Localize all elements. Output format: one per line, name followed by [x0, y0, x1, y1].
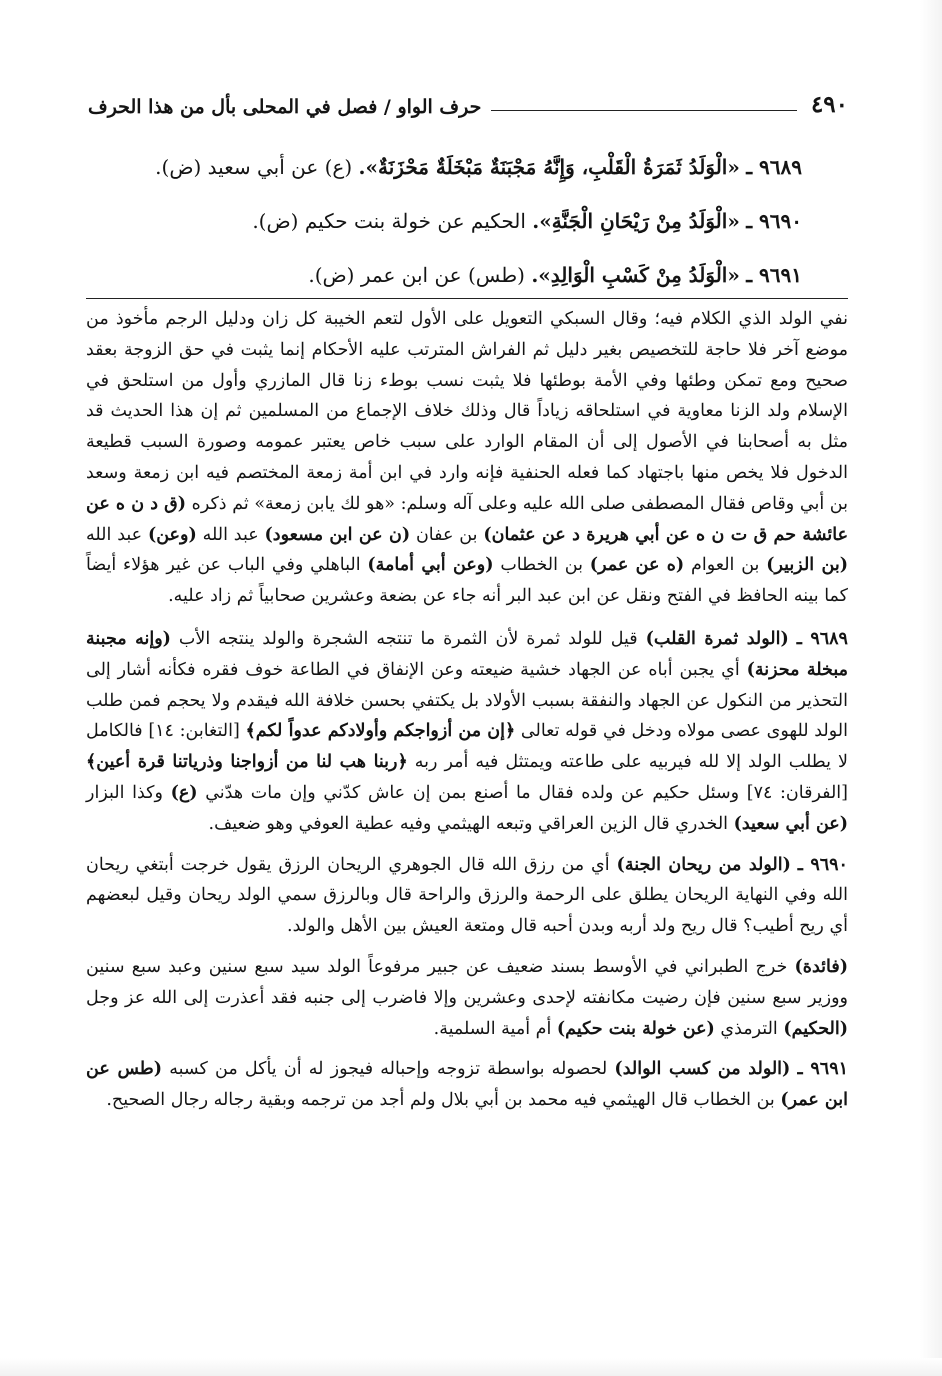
hadith-number: ٩٦٩٠ ـ	[746, 209, 802, 233]
running-title: حرف الواو / فصل في المحلى بأل من هذا الحرف	[88, 96, 482, 118]
text-run: عبد الله	[86, 524, 148, 545]
page-header	[88, 82, 848, 118]
quoted-phrase: (الولد من كسب الوالد)	[614, 1059, 791, 1080]
commentary-paragraph-9689	[86, 624, 848, 840]
text-run: أم أمية السلمية.	[433, 1018, 557, 1039]
hadith-text: «الْوَلَدُ مِنْ رَيْحَانِ الْجَنَّةِ».	[532, 209, 740, 233]
source-citation: (الحكيم)	[783, 1018, 848, 1039]
text-run: الخدري قال الزين العراقي وتبعه الهيثمي وفيه عطية العوفي وهو ضعيف.	[208, 813, 734, 834]
text-run: خرج الطبراني في الأوسط بسند ضعيف عن جبير مرفوعاً الولد سيد سبع سنين وعبد سبع سنين ووزير سبع سنين فإن رضيت مكانفته لإحدى وعشرين وإلا فاضرب إلى جنبه فقد أعذرت إلى الله عز وجل	[86, 956, 848, 1008]
source-citation: (بن الزبير)	[766, 555, 848, 576]
hadith-item	[90, 248, 802, 302]
scan-bottom-shadow	[0, 1358, 942, 1376]
quoted-phrase: (الولد ثمرة القلب)	[645, 628, 789, 649]
commentary	[86, 304, 848, 1126]
text-run: قيل للولد ثمرة لأن الثمرة ما تنتجه الشجرة والولد ينتجه الأب	[170, 628, 646, 649]
hadith-list	[90, 140, 802, 302]
text-run: بن الخطاب	[493, 555, 590, 576]
hadith-text: «الْوَلَدُ مِنْ كَسْبِ الْوَالِدِ».	[531, 263, 740, 287]
source-citation: (وعن أبي أمامة)	[367, 555, 494, 576]
note-label: (فائدة)	[794, 956, 848, 977]
text-run: عبد الله	[196, 524, 265, 545]
page-number: ٤٩٠	[810, 91, 848, 118]
commentary-paragraph-9690	[86, 850, 848, 942]
commentary-paragraph-continuation	[86, 304, 848, 612]
hadith-source: الحكيم عن خولة بنت حكيم (ض).	[252, 209, 526, 233]
text-run: [الفرقان: ٧٤] وسئل حكيم عن ولده فقال ما أصنع بمن إن عاش كدّني وإن مات هدّني	[197, 782, 848, 803]
header-rule	[491, 110, 797, 111]
quoted-phrase: (الولد من ريحان الجنة)	[616, 854, 791, 875]
section-divider	[86, 298, 848, 299]
source-citation: (وعن)	[147, 524, 197, 545]
paragraph-number: ٩٦٩٠ ـ	[797, 854, 848, 875]
paragraph-number: ٩٦٩١ ـ	[797, 1059, 849, 1080]
text-run: لحصوله بواسطة تزوجه وإحباله فيجوز له أن يأكل من كسبه	[162, 1059, 615, 1080]
text-run: [التغابن: ١٤] فالكامل لا يطلب الولد إلا لله فيربيه على طاعته ويمتثل فيه أمر ربه	[86, 721, 848, 773]
quran-verse: ﴿إن من أزواجكم وأولادكم عدواً لكم﴾	[245, 721, 516, 742]
source-citation: (ه عن عمر)	[589, 555, 685, 576]
text-run: وكذا البزار	[86, 782, 171, 803]
text-run: نفي الولد الذي الكلام فيه؛ وقال السبكي التعويل على الأول لتعم الخيبة كل زان ودليل الرجم مأخوذ من موضع آخر فلا حاجة للتخصيص بغير دليل ثم الفراش المترتب عليه الأحكام إنما يثبت في حق الزوجة بعقد صحيح ومع تمكن وطئها وفي الأمة بوطئها فلا يثبت نسب بوطء زنا قال المازري وأول من استلحق في الإسلام ولد الزنا معاوية في استلحاقه زياداً قال وذلك خلاف الإجماع من المسلمين ثم إن هذا الحديث قد مثل به أصحابنا في الأصول إلى أن المقام الوارد على سبب خاص يعتبر عمومه وصورة السبب قطيعة الدخول فلا يخص منها باجتهاد كما فعله الحنفية فإنه وارد في ابن أمة زمعة المختصم فيه ابن زمعة وسعد بن أبي وقاص فقال المصطفى صلى الله عليه وعلى آله وسلم: «هو لك يابن زمعة» ثم ذكره	[86, 309, 848, 514]
source-citation: (ع)	[170, 782, 198, 803]
source-citation: (ق د ن ه عن عائشة حم ق ت ن ه عن أبي هريرة د عن عثمان)	[86, 493, 849, 545]
hadith-number: ٩٦٨٩ ـ	[746, 155, 802, 179]
hadith-source: (ع) عن أبي سعيد (ض).	[155, 155, 353, 179]
hadith-text: «الْوَلَدُ ثَمَرَةُ الْقَلْبِ، وَإِنَّهُ مَجْبَنَةٌ مَبْخَلَةٌ مَحْزَنَةٌ».	[358, 155, 740, 179]
text-run: بن الخطاب قال الهيثمي فيه محمد بن أبي بلال ولم أجد من ترجمه وبقية رجاله رجال الصحيح.	[106, 1090, 781, 1111]
hadith-number: ٩٦٩١ ـ	[746, 263, 802, 287]
text-run: بن العوام	[684, 555, 767, 576]
source-citation: (ن عن ابن مسعود)	[264, 524, 411, 545]
scan-edge-shadow	[920, 0, 942, 1376]
quoted-phrase: (وإنه مجبنة مبخلة محزنة)	[86, 628, 848, 680]
hadith-item	[90, 140, 802, 194]
source-citation: (عن خولة بنت حكيم)	[556, 1018, 715, 1039]
commentary-paragraph-benefit	[86, 952, 848, 1044]
text-run: أي من رزق الله قال الجوهري الريحان الرزق يقول خرجت أبتغي ريحان الله وفي النهاية الريحان يطلق على الرحمة والرزق والراحة قال وبالرزق سمي الولد ريحان وقيل لبعضهم أي ريح أطيب؟ قال ريح ولد أربه وبدن أحبه قال ومتعة العيش بين الأهل والولد.	[86, 854, 848, 937]
paragraph-number: ٩٦٨٩ ـ	[796, 628, 848, 649]
text-run: بن عفان	[410, 524, 484, 545]
quran-verse: ﴿ربنا هب لنا من أزواجنا وذرياتنا قرة أعين﴾	[86, 752, 408, 773]
commentary-paragraph-9691	[86, 1054, 848, 1116]
text-run: أي يجبن أباه عن الجهاد خشية ضيعته وعن الإنفاق في الطاعة خوف فقره فكأنه أشار إلى التحذير من النكول عن الجهاد والنفقة بسبب الأولاد بل يكتفي بحسن خلافة الله فيقدم ولا يحجم فمن طلب الولد للهوى عصى مولاه ودخل في قوله تعالى	[86, 659, 849, 742]
hadith-source: (طس) عن ابن عمر (ض).	[308, 263, 525, 287]
hadith-item	[90, 194, 802, 248]
source-citation: (طس عن ابن عمر)	[86, 1059, 848, 1111]
source-citation: (عن أبي سعيد)	[733, 813, 848, 834]
text-run: الترمذي	[714, 1018, 784, 1039]
text-run: الباهلي وفي الباب عن غير هؤلاء أيضاً كما بينه الحافظ في الفتح ونقل عن ابن عبد البر أنه جاء عن بضعة وعشرين صحابياً ثم زاد عليه.	[86, 555, 848, 607]
